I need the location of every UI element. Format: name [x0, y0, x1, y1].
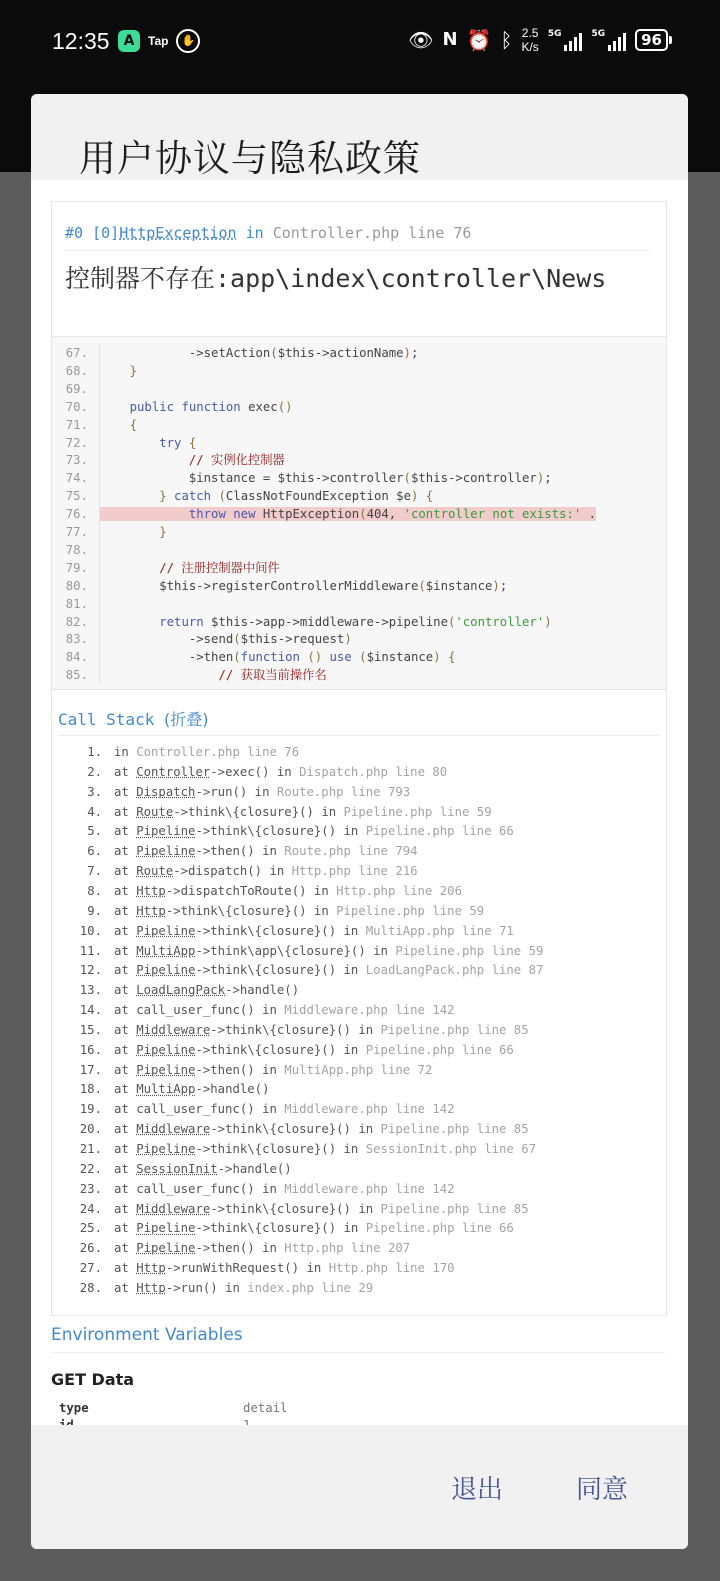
- call-stack-class: Dispatch: [136, 784, 196, 799]
- line-number: 83.: [52, 630, 100, 648]
- signal-label: 5G: [547, 29, 562, 39]
- nfc-icon: N: [442, 29, 458, 50]
- call-stack-item: [52, 901, 666, 921]
- call-stack-method: ->then() in: [195, 1241, 285, 1256]
- call-stack-number: 22.: [79, 1161, 102, 1176]
- call-stack-prefix: at: [114, 1142, 137, 1156]
- divider: [58, 735, 660, 736]
- call-stack-file: Http.php line 170: [328, 1261, 455, 1276]
- call-stack-prefix: at: [114, 844, 137, 859]
- call-stack-item: [52, 1238, 666, 1258]
- call-stack-item: [52, 821, 666, 841]
- call-stack-method: ->think\{closure}() in: [210, 1022, 381, 1037]
- trace-class: HttpException: [119, 224, 237, 242]
- call-stack-number: 10.: [79, 923, 102, 938]
- call-stack-method: ->dispatchToRoute() in: [165, 883, 337, 898]
- call-stack-prefix: at: [114, 804, 137, 819]
- call-stack-class: Controller: [136, 764, 211, 779]
- call-stack-prefix: at: [114, 864, 137, 879]
- call-stack-prefix: at: [114, 1122, 137, 1137]
- call-stack-item: [52, 941, 666, 961]
- call-stack-class: Middleware: [136, 1201, 211, 1216]
- line-number: 80.: [52, 577, 100, 595]
- status-system-icons: [408, 26, 668, 54]
- call-stack-file: Http.php line 206: [336, 883, 462, 898]
- line-code: public function exec(): [129, 399, 293, 414]
- call-stack-class: Http: [136, 1280, 166, 1295]
- status-notification-icons: [118, 29, 200, 53]
- call-stack-item: [52, 881, 666, 901]
- call-stack-prefix: at: [114, 883, 137, 898]
- line-number: 84.: [52, 648, 100, 666]
- line-code: ->setAction($this->actionName);: [100, 346, 419, 360]
- source-line: [52, 469, 666, 487]
- get-data-row: [59, 1401, 659, 1419]
- call-stack-class: Pipeline: [136, 1042, 196, 1057]
- call-stack-item: [52, 1079, 666, 1099]
- call-stack-method: ->runWithRequest() in: [165, 1261, 329, 1276]
- call-stack-toggle[interactable]: (折叠): [163, 710, 209, 729]
- call-stack-method: ->run() in: [195, 784, 277, 799]
- network-speed: [521, 26, 538, 54]
- network-speed-unit: K/s: [521, 40, 539, 54]
- call-stack-method: ->then() in: [195, 844, 285, 859]
- call-stack-prefix: at: [114, 1161, 137, 1176]
- call-stack-method: ->then() in: [195, 1062, 285, 1077]
- call-stack-file: Route.php line 793: [276, 784, 411, 799]
- app-notification-icon: A: [118, 30, 140, 52]
- call-stack-item: [52, 1020, 666, 1040]
- call-stack-prefix: at: [114, 1221, 137, 1236]
- call-stack-item: [52, 1040, 666, 1060]
- get-data-value: detail: [243, 1401, 288, 1415]
- call-stack-number: 15.: [79, 1022, 102, 1037]
- call-stack-file: Http.php line 207: [284, 1241, 411, 1256]
- call-stack-number: 12.: [79, 963, 102, 978]
- call-stack-number: 3.: [87, 784, 102, 799]
- dialog-footer: [31, 1425, 688, 1549]
- line-number: 73.: [52, 451, 100, 469]
- call-stack-item: [52, 861, 666, 881]
- call-stack-number: 9.: [87, 903, 102, 918]
- call-stack-number: 18.: [79, 1082, 102, 1097]
- source-line: [52, 648, 666, 666]
- line-number: 74.: [52, 469, 100, 487]
- call-stack-method: ->think\app\{closure}() in: [195, 943, 396, 958]
- exit-button[interactable]: 退出: [451, 1469, 503, 1506]
- call-stack-prefix: at: [114, 983, 137, 998]
- call-stack-file: Pipeline.php line 59: [336, 903, 485, 918]
- signal-label: 5G: [591, 29, 606, 39]
- line-code: throw new HttpException(404, 'controller not exists:' .: [100, 507, 596, 521]
- line-number: 71.: [52, 416, 100, 434]
- call-stack-method: ->handle(): [217, 1161, 292, 1176]
- call-stack-item: [52, 1139, 666, 1159]
- call-stack-item: [52, 921, 666, 941]
- call-stack-class: Pipeline: [136, 844, 196, 859]
- call-stack-title: [58, 707, 208, 730]
- source-line: [52, 416, 666, 434]
- call-stack-class: Pipeline: [136, 1142, 196, 1156]
- line-number: 85.: [52, 666, 100, 684]
- source-line: [52, 487, 666, 505]
- call-stack-prefix: at: [114, 903, 137, 918]
- line-number: 77.: [52, 523, 100, 541]
- dialog-content[interactable]: [31, 180, 688, 1523]
- source-line: [52, 541, 666, 559]
- call-stack-prefix: at: [114, 1022, 137, 1037]
- line-number: 70.: [52, 398, 100, 416]
- call-stack-method: ->handle(): [225, 983, 300, 998]
- line-code: ->send($this->request): [100, 632, 352, 647]
- call-stack-file: Pipeline.php line 66: [365, 824, 514, 839]
- status-time: 12:35: [52, 28, 110, 54]
- call-stack-number: 20.: [79, 1122, 102, 1137]
- alarm-icon: ⏰: [466, 28, 492, 52]
- signal-icon-2: [591, 29, 626, 51]
- call-stack-number: 6.: [87, 844, 102, 859]
- call-stack-method: ->handle(): [195, 1082, 270, 1097]
- line-code: {: [129, 417, 138, 432]
- call-stack-prefix: at: [114, 1241, 137, 1256]
- call-stack-item: [52, 762, 666, 782]
- source-line: [52, 630, 666, 648]
- call-stack-item: [52, 1119, 666, 1139]
- line-number: 76.: [52, 505, 100, 523]
- trace-in: in: [236, 224, 273, 242]
- source-line: [52, 451, 666, 469]
- call-stack-number: 1.: [87, 745, 102, 759]
- agree-button[interactable]: 同意: [576, 1469, 628, 1506]
- source-line: [52, 505, 666, 523]
- line-number: 75.: [52, 487, 100, 505]
- call-stack-prefix: at: [114, 784, 137, 799]
- line-number: 78.: [52, 541, 100, 559]
- call-stack-number: 7.: [87, 864, 102, 879]
- call-stack-number: 21.: [79, 1142, 102, 1156]
- call-stack-class: Route: [136, 804, 174, 819]
- source-line: [52, 434, 666, 452]
- call-stack-file: Pipeline.php line 59: [343, 804, 492, 819]
- call-stack-item: [52, 980, 666, 1000]
- call-stack-item: [52, 742, 666, 762]
- call-stack-file: Pipeline.php line 85: [380, 1022, 529, 1037]
- line-number: 82.: [52, 613, 100, 631]
- call-stack-item: [52, 802, 666, 822]
- line-number: 69.: [52, 380, 100, 398]
- call-stack-class: Pipeline: [136, 923, 196, 938]
- call-stack-item: [52, 1000, 666, 1020]
- battery-icon: 96: [635, 29, 668, 51]
- call-stack-method: ->think\{closure}() in: [210, 1201, 381, 1216]
- call-stack-prefix: at: [114, 1280, 137, 1295]
- call-stack-number: 26.: [79, 1241, 102, 1256]
- call-stack-prefix: at call_user_func() in: [114, 1181, 285, 1196]
- source-line: [52, 362, 666, 380]
- call-stack-class: Pipeline: [136, 824, 196, 839]
- call-stack-class: Route: [136, 864, 174, 879]
- call-stack-prefix: at call_user_func() in: [114, 1102, 285, 1117]
- source-line: [52, 595, 666, 613]
- call-stack-item: [52, 1060, 666, 1080]
- line-code: $this->registerControllerMiddleware($instance);: [100, 578, 508, 593]
- line-code: } catch (ClassNotFoundException $e) {: [159, 489, 434, 504]
- call-stack-prefix: at: [114, 1082, 137, 1097]
- call-stack-number: 19.: [79, 1102, 102, 1117]
- line-number: 67.: [52, 344, 100, 362]
- line-code: // 获取当前操作名: [100, 668, 327, 683]
- dialog-header: [31, 94, 688, 180]
- call-stack-number: 17.: [79, 1062, 102, 1077]
- call-stack-method: ->think\{closure}() in: [165, 903, 337, 918]
- call-stack-method: ->think\{closure}() in: [210, 1122, 381, 1137]
- call-stack-number: 14.: [79, 1003, 102, 1018]
- line-number: 68.: [52, 362, 100, 380]
- call-stack-class: Pipeline: [136, 1062, 196, 1077]
- get-data-key: type: [59, 1401, 89, 1415]
- source-line: [52, 613, 666, 631]
- dialog-title: 用户协议与隐私政策: [79, 137, 421, 180]
- call-stack-number: 23.: [79, 1181, 102, 1196]
- call-stack-file: Pipeline.php line 59: [395, 943, 544, 958]
- call-stack-file: Http.php line 216: [291, 864, 418, 879]
- call-stack-prefix: at: [114, 923, 137, 938]
- call-stack-item: [52, 960, 666, 980]
- call-stack-class: LoadLangPack: [136, 983, 226, 998]
- call-stack-file: Pipeline.php line 66: [365, 1042, 514, 1057]
- call-stack-file: Middleware.php line 142: [284, 1102, 455, 1117]
- call-stack-prefix: at call_user_func() in: [114, 1003, 285, 1018]
- source-line: [52, 398, 666, 416]
- call-stack-prefix: at: [114, 1042, 137, 1057]
- call-stack-method: ->exec() in: [210, 764, 300, 779]
- source-line: [52, 344, 666, 362]
- call-stack-item: [52, 1258, 666, 1278]
- call-stack-file: MultiApp.php line 72: [284, 1062, 433, 1077]
- call-stack-prefix: at: [114, 1261, 137, 1276]
- hand-icon: ✋: [176, 29, 200, 53]
- call-stack-class: MultiApp: [136, 943, 196, 958]
- call-stack-method: ->dispatch() in: [173, 864, 292, 879]
- call-stack-item: [52, 782, 666, 802]
- exception-message: 控制器不存在:app\index\controller\News: [65, 264, 607, 293]
- call-stack-class: Pipeline: [136, 1241, 196, 1256]
- call-stack-class: Http: [136, 903, 166, 918]
- source-line: [52, 666, 666, 684]
- call-stack-class: Pipeline: [136, 1221, 196, 1236]
- line-number: 72.: [52, 434, 100, 452]
- call-stack-file: Middleware.php line 142: [284, 1181, 455, 1196]
- line-code: try {: [159, 435, 197, 450]
- call-stack-number: 2.: [87, 764, 102, 779]
- call-stack-file: MultiApp.php line 71: [365, 923, 514, 938]
- exception-trace: [65, 224, 651, 251]
- call-stack-file: Dispatch.php line 80: [299, 764, 448, 779]
- call-stack-item: [52, 1218, 666, 1238]
- privacy-dialog: [31, 94, 688, 1549]
- bluetooth-icon: ᛒ: [500, 28, 513, 52]
- call-stack-number: 28.: [79, 1280, 102, 1295]
- line-code: }: [159, 525, 167, 539]
- call-stack-number: 4.: [87, 804, 102, 819]
- network-speed-value: 2.5: [521, 26, 539, 40]
- call-stack-number: 13.: [79, 983, 102, 998]
- call-stack-method: ->think\{closure}() in: [195, 1042, 366, 1057]
- call-stack-prefix: at: [114, 764, 137, 779]
- divider: [51, 1352, 665, 1353]
- call-stack-file: Pipeline.php line 66: [365, 1221, 514, 1236]
- call-stack-class: MultiApp: [136, 1082, 196, 1097]
- call-stack-number: 16.: [79, 1042, 102, 1057]
- call-stack-method: ->think\{closure}() in: [173, 804, 344, 819]
- line-number: 79.: [52, 559, 100, 577]
- line-code: // 注册控制器中间件: [100, 560, 280, 575]
- call-stack-item: [52, 1278, 666, 1298]
- call-stack-method: ->run() in: [165, 1280, 248, 1295]
- call-stack-class: Middleware: [136, 1022, 211, 1037]
- call-stack-prefix: at: [114, 1062, 137, 1077]
- call-stack-prefix: at: [114, 1201, 137, 1216]
- line-code: // 实例化控制器: [100, 453, 285, 468]
- call-stack-class: Http: [136, 1261, 166, 1276]
- source-line: [52, 577, 666, 595]
- call-stack-method: ->think\{closure}() in: [195, 923, 366, 938]
- call-stack-method: ->think\{closure}() in: [195, 1221, 366, 1236]
- call-stack-class: Pipeline: [136, 963, 196, 978]
- call-stack-number: 5.: [87, 824, 102, 839]
- call-stack-number: 8.: [87, 883, 102, 898]
- line-code: return $this->app->middleware->pipeline('controller'): [159, 614, 552, 629]
- tap-notification-icon: Tap: [148, 34, 169, 48]
- call-stack-item: [52, 1099, 666, 1119]
- exception-header: [52, 202, 666, 336]
- call-stack-number: 25.: [79, 1221, 102, 1236]
- call-stack-class: Http: [136, 883, 166, 898]
- call-stack-method: ->think\{closure}() in: [195, 1142, 366, 1156]
- call-stack-number: 27.: [79, 1261, 102, 1276]
- environment-title: Environment Variables: [51, 1325, 243, 1345]
- call-stack-file: Pipeline.php line 85: [380, 1201, 529, 1216]
- call-stack-file: Pipeline.php line 85: [380, 1122, 529, 1137]
- source-line: [52, 559, 666, 577]
- call-stack-item: [52, 1159, 666, 1179]
- line-code: }: [129, 363, 138, 378]
- call-stack-file: LoadLangPack.php line 87: [365, 963, 544, 978]
- source-code: [52, 336, 666, 690]
- call-stack-class: SessionInit: [136, 1161, 218, 1176]
- line-code: $instance = $this->controller($this->controller);: [100, 471, 552, 486]
- call-stack-file: Route.php line 794: [284, 844, 418, 859]
- trace-file: Controller.php line 76: [272, 224, 472, 242]
- call-stack-item: [52, 841, 666, 861]
- call-stack-method: ->think\{closure}() in: [195, 963, 366, 978]
- signal-icon-1: [548, 29, 583, 51]
- get-data-title: GET Data: [51, 1370, 135, 1389]
- call-stack-file: Middleware.php line 142: [284, 1003, 455, 1018]
- call-stack-number: 24.: [79, 1201, 102, 1216]
- line-number: 81.: [52, 595, 100, 613]
- call-stack-label: Call Stack: [58, 710, 155, 729]
- call-stack-file: index.php line 29: [247, 1280, 374, 1295]
- call-stack-file: Controller.php line 76: [136, 745, 300, 759]
- call-stack-item: [52, 1199, 666, 1219]
- call-stack-method: ->think\{closure}() in: [195, 824, 366, 839]
- source-line: [52, 380, 666, 398]
- call-stack-prefix: in: [114, 745, 137, 759]
- trace-prefix: #0 [0]: [65, 224, 120, 242]
- eye-icon: 👁: [408, 28, 434, 52]
- exception-card: [51, 201, 667, 1316]
- call-stack-prefix: at: [114, 943, 137, 958]
- call-stack-file: SessionInit.php line 67: [365, 1142, 537, 1156]
- call-stack-item: [52, 1179, 666, 1199]
- call-stack-number: 11.: [79, 943, 102, 958]
- call-stack-prefix: at: [114, 824, 137, 839]
- line-code: ->then(function () use ($instance) {: [100, 650, 456, 665]
- call-stack-class: Middleware: [136, 1122, 211, 1137]
- call-stack-prefix: at: [114, 963, 137, 978]
- source-line: [52, 523, 666, 541]
